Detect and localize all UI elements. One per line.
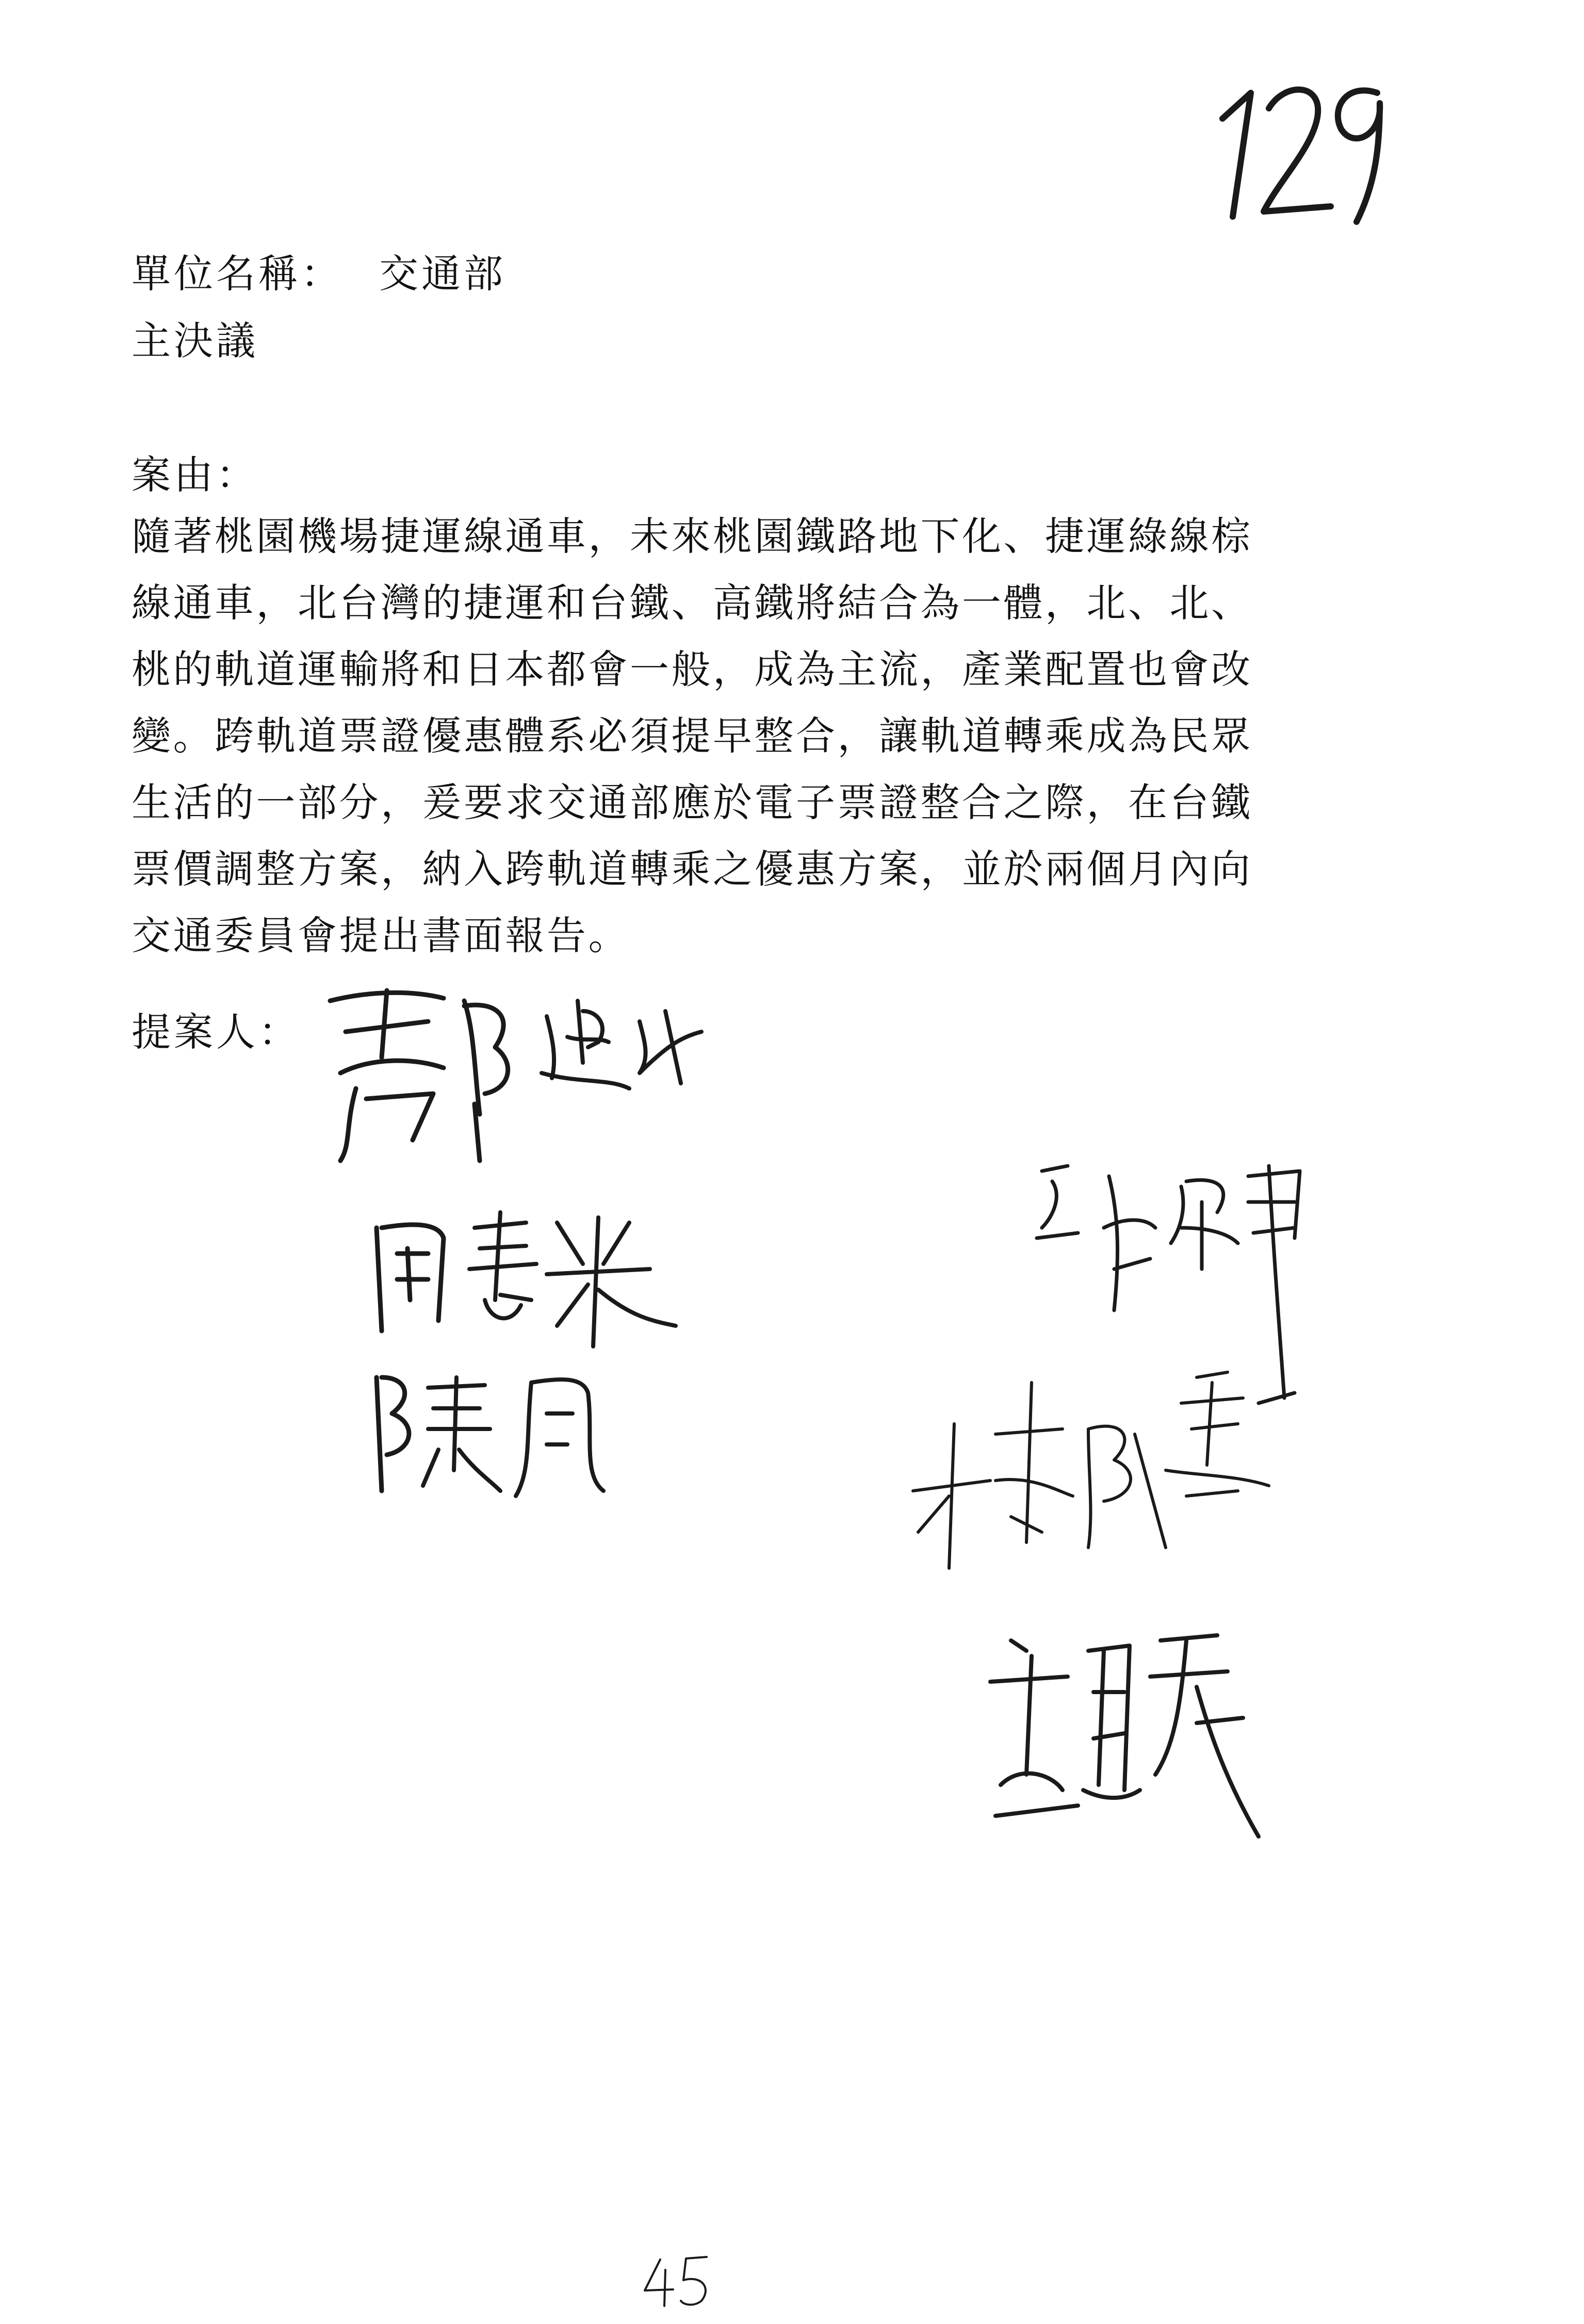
signature-5 bbox=[908, 1362, 1279, 1579]
reason-body bbox=[132, 503, 1369, 969]
signature-3 bbox=[361, 1357, 619, 1501]
reason-line: 票價調整方案，納入跨軌道轉乘之優惠方案，並於兩個月內向 bbox=[132, 846, 1253, 892]
unit-value: 交通部 bbox=[379, 251, 506, 297]
handwritten-page-number bbox=[1202, 62, 1398, 227]
signature-2 bbox=[361, 1197, 681, 1352]
reason-line: 線通車，北台灣的捷運和台鐵、高鐵將結合為一體，北、北、 bbox=[132, 580, 1253, 626]
reason-line: 變。跨軌道票證優惠體系必須提早整合，讓軌道轉乘成為民眾 bbox=[132, 713, 1253, 759]
signature-1 bbox=[309, 970, 712, 1166]
unit-line bbox=[132, 242, 506, 299]
reason-label: 案由： bbox=[132, 452, 258, 498]
reason-line: 桃的軌道運輸將和日本都會一般，成為主流，產業配置也會改 bbox=[132, 646, 1253, 692]
proposer-label: 提案人： bbox=[132, 1009, 301, 1055]
reason-line: 交通委員會提出書面報告。 bbox=[132, 913, 630, 958]
reason-line: 隨著桃園機場捷運線通車，未來桃園鐵路地下化、捷運綠線棕 bbox=[132, 513, 1253, 559]
signature-6 bbox=[980, 1620, 1269, 1852]
reason-line: 生活的一部分，爰要求交通部應於電子票證整合之際，在台鐵 bbox=[132, 779, 1253, 825]
unit-label: 單位名稱： bbox=[132, 251, 343, 297]
handwritten-footer-number bbox=[634, 2249, 717, 2311]
resolution-type: 主決議 bbox=[132, 318, 258, 364]
